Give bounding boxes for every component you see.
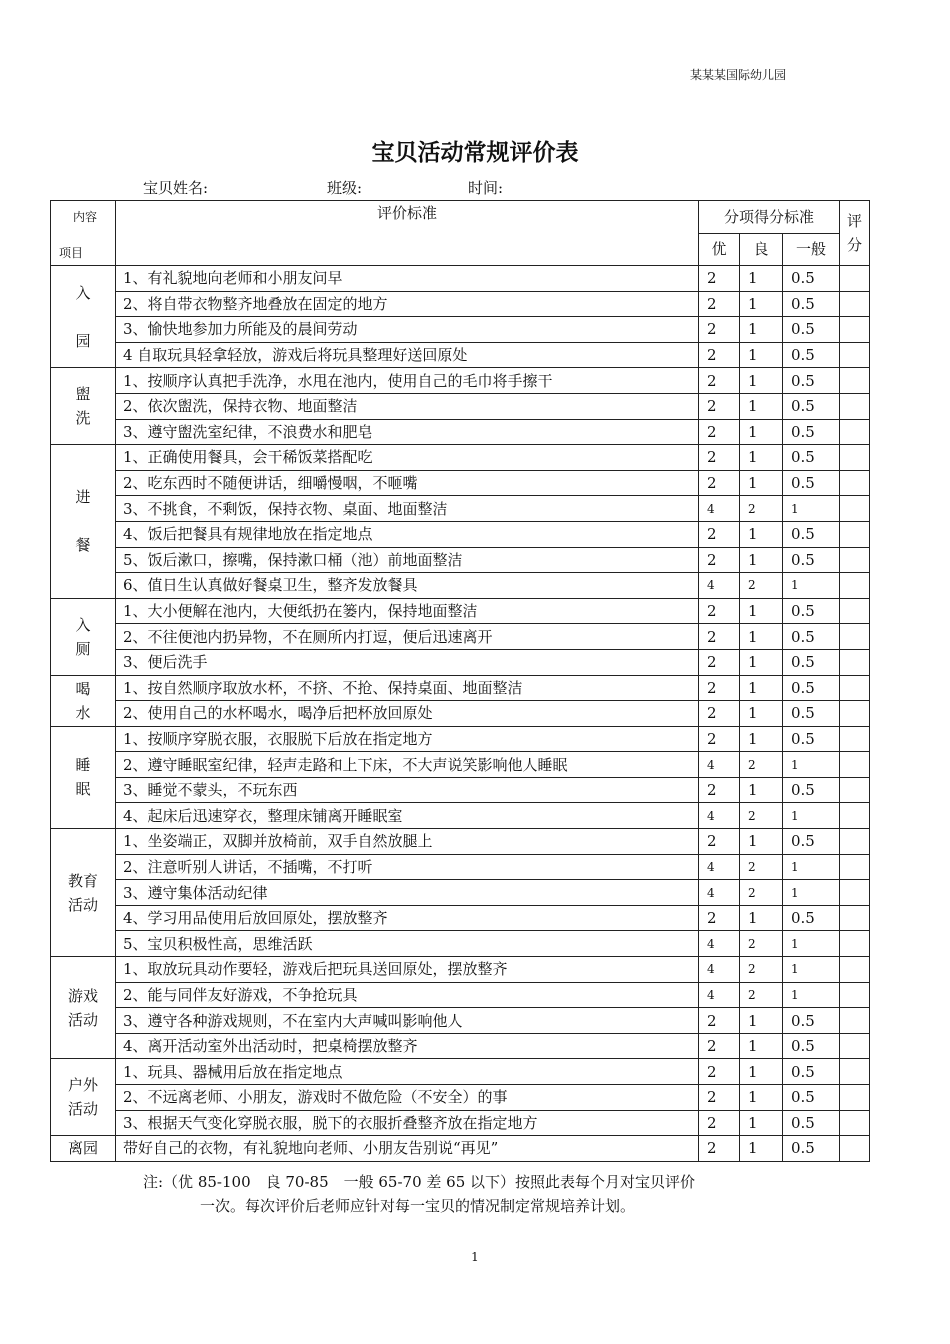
table-row bbox=[51, 521, 870, 547]
score-excellent: 4 bbox=[699, 496, 740, 522]
score-good: 1 bbox=[740, 649, 783, 675]
score-good: 1 bbox=[740, 419, 783, 445]
criterion-text: 1、按顺序认真把手洗净，水甩在池内，使用自己的毛巾将手擦干 bbox=[116, 368, 699, 394]
score-input-cell[interactable] bbox=[840, 880, 870, 906]
score-average: 0.5 bbox=[783, 1008, 840, 1034]
criterion-text: 3、遵守各种游戏规则，不在室内大声喊叫影响他人 bbox=[116, 1008, 699, 1034]
score-average: 0.5 bbox=[783, 266, 840, 292]
table-row bbox=[51, 957, 870, 983]
table-row bbox=[51, 1059, 870, 1085]
score-excellent: 2 bbox=[699, 1110, 740, 1136]
score-average: 0.5 bbox=[783, 675, 840, 701]
criterion-text: 带好自己的衣物，有礼貌地向老师、小朋友告别说“再见” bbox=[116, 1136, 699, 1162]
category-label-line: 入 bbox=[75, 283, 91, 302]
score-average: 0.5 bbox=[783, 368, 840, 394]
score-input-cell[interactable] bbox=[840, 342, 870, 368]
criterion-text: 3、遵守集体活动纪律 bbox=[116, 880, 699, 906]
category-cell bbox=[51, 266, 116, 368]
score-average: 0.5 bbox=[783, 419, 840, 445]
score-average: 0.5 bbox=[783, 445, 840, 471]
criterion-text: 4、起床后迅速穿衣，整理床铺离开睡眠室 bbox=[116, 803, 699, 829]
score-average: 0.5 bbox=[783, 547, 840, 573]
score-average: 0.5 bbox=[783, 726, 840, 752]
score-good: 1 bbox=[740, 470, 783, 496]
criterion-text: 2、不远离老师、小朋友，游戏时不做危险（不安全）的事 bbox=[116, 1085, 699, 1111]
score-good: 1 bbox=[740, 368, 783, 394]
criterion-text: 4、离开活动室外出活动时，把桌椅摆放整齐 bbox=[116, 1033, 699, 1059]
criterion-text: 5、饭后漱口，擦嘴，保持漱口桶（池）前地面整洁 bbox=[116, 547, 699, 573]
score-excellent: 2 bbox=[699, 342, 740, 368]
score-good: 1 bbox=[740, 726, 783, 752]
score-average: 0.5 bbox=[783, 624, 840, 650]
score-average: 0.5 bbox=[783, 1033, 840, 1059]
score-average: 1 bbox=[783, 854, 840, 880]
score-input-cell[interactable] bbox=[840, 393, 870, 419]
criterion-text: 1、按顺序穿脱衣服，衣服脱下后放在指定地方 bbox=[116, 726, 699, 752]
score-excellent: 2 bbox=[699, 393, 740, 419]
score-input-cell[interactable] bbox=[840, 1033, 870, 1059]
criterion-text: 2、注意听别人讲话，不插嘴，不打听 bbox=[116, 854, 699, 880]
category-label-line: 睡 bbox=[75, 756, 91, 775]
score-good: 1 bbox=[740, 521, 783, 547]
table-row bbox=[51, 317, 870, 343]
evaluation-table bbox=[50, 200, 870, 1162]
score-excellent: 2 bbox=[699, 905, 740, 931]
score-good: 2 bbox=[740, 803, 783, 829]
table-row bbox=[51, 393, 870, 419]
corner-top-label: 内容 bbox=[73, 210, 98, 224]
category-cell bbox=[51, 598, 116, 675]
score-input-cell[interactable] bbox=[840, 547, 870, 573]
score-average: 0.5 bbox=[783, 829, 840, 855]
document-title: 宝贝活动常规评价表 bbox=[371, 139, 579, 166]
criterion-text: 2、依次盥洗，保持衣物、地面整洁 bbox=[116, 393, 699, 419]
category-label-line: 户外 bbox=[67, 1076, 98, 1095]
time-label: 时间: bbox=[468, 179, 504, 197]
table-row bbox=[51, 701, 870, 727]
score-good: 2 bbox=[740, 931, 783, 957]
score-header bbox=[840, 201, 870, 266]
score-input-cell[interactable] bbox=[840, 803, 870, 829]
score-good: 2 bbox=[740, 573, 783, 599]
score-average: 0.5 bbox=[783, 649, 840, 675]
score-excellent: 2 bbox=[699, 1059, 740, 1085]
score-good: 1 bbox=[740, 291, 783, 317]
score-excellent: 2 bbox=[699, 726, 740, 752]
category-label-line: 入 bbox=[75, 615, 91, 634]
score-input-cell[interactable] bbox=[840, 624, 870, 650]
score-excellent: 4 bbox=[699, 982, 740, 1008]
score-good: 1 bbox=[740, 624, 783, 650]
criterion-text: 4 自取玩具轻拿轻放，游戏后将玩具整理好送回原处 bbox=[116, 342, 699, 368]
table-row bbox=[51, 777, 870, 803]
score-input-cell[interactable] bbox=[840, 905, 870, 931]
corner-bottom-label: 项目 bbox=[59, 246, 84, 260]
score-average: 0.5 bbox=[783, 470, 840, 496]
score-input-cell[interactable] bbox=[840, 419, 870, 445]
criterion-text: 6、值日生认真做好餐桌卫生，整齐发放餐具 bbox=[116, 573, 699, 599]
score-input-cell[interactable] bbox=[840, 1085, 870, 1111]
score-input-cell[interactable] bbox=[840, 752, 870, 778]
score-input-cell[interactable] bbox=[840, 445, 870, 471]
score-average: 0.5 bbox=[783, 701, 840, 727]
score-good: 1 bbox=[740, 266, 783, 292]
grade-excellent-header: 优 bbox=[699, 233, 740, 266]
table-row bbox=[51, 829, 870, 855]
table-row bbox=[51, 803, 870, 829]
score-excellent: 2 bbox=[699, 1136, 740, 1162]
score-excellent: 4 bbox=[699, 752, 740, 778]
table-row bbox=[51, 649, 870, 675]
table-row bbox=[51, 854, 870, 880]
criterion-text: 1、取放玩具动作要轻，游戏后把玩具送回原处，摆放整齐 bbox=[116, 957, 699, 983]
criterion-text: 1、正确使用餐具，会干稀饭菜搭配吃 bbox=[116, 445, 699, 471]
table-row bbox=[51, 573, 870, 599]
criterion-text: 4、饭后把餐具有规律地放在指定地点 bbox=[116, 521, 699, 547]
score-input-cell[interactable] bbox=[840, 726, 870, 752]
score-good: 1 bbox=[740, 393, 783, 419]
score-input-cell[interactable] bbox=[840, 573, 870, 599]
score-good: 2 bbox=[740, 854, 783, 880]
category-label-line: 活动 bbox=[67, 895, 98, 914]
score-excellent: 2 bbox=[699, 777, 740, 803]
table-row bbox=[51, 752, 870, 778]
criterion-text: 3、根据天气变化穿脱衣服，脱下的衣服折叠整齐放在指定地方 bbox=[116, 1110, 699, 1136]
score-good: 1 bbox=[740, 1136, 783, 1162]
category-cell bbox=[51, 957, 116, 1059]
score-excellent: 2 bbox=[699, 1008, 740, 1034]
table-row bbox=[51, 1136, 870, 1162]
score-excellent: 2 bbox=[699, 419, 740, 445]
score-average: 0.5 bbox=[783, 905, 840, 931]
score-average: 1 bbox=[783, 752, 840, 778]
score-good: 1 bbox=[740, 342, 783, 368]
score-input-cell[interactable] bbox=[840, 317, 870, 343]
category-cell bbox=[51, 1059, 116, 1136]
score-input-cell[interactable] bbox=[840, 829, 870, 855]
grade-good-header: 良 bbox=[740, 233, 783, 266]
criterion-text: 1、有礼貌地向老师和小朋友问早 bbox=[116, 266, 699, 292]
score-good: 1 bbox=[740, 547, 783, 573]
criterion-text: 3、不挑食，不剩饭，保持衣物、桌面、地面整洁 bbox=[116, 496, 699, 522]
score-good: 2 bbox=[740, 496, 783, 522]
score-average: 0.5 bbox=[783, 1136, 840, 1162]
category-cell bbox=[51, 829, 116, 957]
score-excellent: 2 bbox=[699, 598, 740, 624]
score-good: 1 bbox=[740, 598, 783, 624]
score-excellent: 2 bbox=[699, 701, 740, 727]
table-row bbox=[51, 547, 870, 573]
category-label-line: 园 bbox=[75, 331, 91, 350]
score-average: 0.5 bbox=[783, 598, 840, 624]
table-row bbox=[51, 982, 870, 1008]
criterion-text: 3、遵守盥洗室纪律，不浪费水和肥皂 bbox=[116, 419, 699, 445]
score-input-cell[interactable] bbox=[840, 1110, 870, 1136]
table-row bbox=[51, 496, 870, 522]
criterion-text: 2、不往便池内扔异物，不在厕所内打逗，便后迅速离开 bbox=[116, 624, 699, 650]
table-header-row bbox=[51, 201, 870, 234]
score-excellent: 4 bbox=[699, 931, 740, 957]
score-excellent: 2 bbox=[699, 368, 740, 394]
table-row bbox=[51, 291, 870, 317]
score-good: 2 bbox=[740, 880, 783, 906]
category-label-line: 洗 bbox=[75, 409, 91, 428]
criterion-text: 2、能与同伴友好游戏，不争抢玩具 bbox=[116, 982, 699, 1008]
score-average: 1 bbox=[783, 880, 840, 906]
category-label-line: 离园 bbox=[67, 1139, 98, 1158]
score-average: 1 bbox=[783, 931, 840, 957]
score-average: 0.5 bbox=[783, 317, 840, 343]
criterion-text: 4、学习用品使用后放回原处，摆放整齐 bbox=[116, 905, 699, 931]
grade-average-header: 一般 bbox=[783, 233, 840, 266]
criterion-text: 3、睡觉不蒙头，不玩东西 bbox=[116, 777, 699, 803]
score-good: 1 bbox=[740, 1085, 783, 1111]
page-number: 1 bbox=[471, 1250, 479, 1264]
name-label: 宝贝姓名: bbox=[143, 179, 209, 197]
category-label-line bbox=[81, 512, 86, 530]
table-row bbox=[51, 470, 870, 496]
score-excellent: 2 bbox=[699, 317, 740, 343]
score-excellent: 4 bbox=[699, 803, 740, 829]
category-label-line: 游戏 bbox=[67, 986, 98, 1005]
criterion-text: 1、大小便解在池内，大便纸扔在篓内，保持地面整洁 bbox=[116, 598, 699, 624]
score-good: 1 bbox=[740, 675, 783, 701]
score-good: 2 bbox=[740, 957, 783, 983]
criterion-text: 1、玩具、器械用后放在指定地点 bbox=[116, 1059, 699, 1085]
category-cell bbox=[51, 675, 116, 726]
score-input-cell[interactable] bbox=[840, 982, 870, 1008]
criterion-text: 2、将自带衣物整齐地叠放在固定的地方 bbox=[116, 291, 699, 317]
score-group-header: 分项得分标准 bbox=[699, 201, 840, 234]
score-average: 0.5 bbox=[783, 1059, 840, 1085]
score-input-cell[interactable] bbox=[840, 470, 870, 496]
score-input-cell[interactable] bbox=[840, 675, 870, 701]
table-row bbox=[51, 1033, 870, 1059]
score-excellent: 4 bbox=[699, 854, 740, 880]
category-cell bbox=[51, 445, 116, 599]
category-cell bbox=[51, 726, 116, 828]
criterion-text: 2、遵守睡眠室纪律，轻声走路和上下床，不大声说笑影响他人睡眠 bbox=[116, 752, 699, 778]
score-average: 1 bbox=[783, 957, 840, 983]
footnote bbox=[143, 1170, 823, 1218]
score-good: 1 bbox=[740, 1008, 783, 1034]
score-input-cell[interactable] bbox=[840, 957, 870, 983]
score-average: 0.5 bbox=[783, 521, 840, 547]
category-label-line: 眠 bbox=[75, 780, 91, 799]
category-label-line: 教育 bbox=[67, 871, 98, 890]
score-average: 0.5 bbox=[783, 1085, 840, 1111]
category-label-line: 厕 bbox=[75, 639, 91, 658]
category-label-line: 盥 bbox=[75, 385, 91, 404]
score-average: 1 bbox=[783, 573, 840, 599]
score-input-cell[interactable] bbox=[840, 701, 870, 727]
score-good: 1 bbox=[740, 1110, 783, 1136]
score-excellent: 4 bbox=[699, 957, 740, 983]
score-input-cell[interactable] bbox=[840, 1136, 870, 1162]
category-cell bbox=[51, 368, 116, 445]
table-row bbox=[51, 1110, 870, 1136]
organization-name: 某某某国际幼儿园 bbox=[690, 68, 787, 82]
score-average: 0.5 bbox=[783, 291, 840, 317]
table-row bbox=[51, 419, 870, 445]
score-average: 1 bbox=[783, 803, 840, 829]
score-input-cell[interactable] bbox=[840, 1059, 870, 1085]
table-row bbox=[51, 368, 870, 394]
score-average: 0.5 bbox=[783, 393, 840, 419]
category-label-line: 活动 bbox=[67, 1010, 98, 1029]
corner-header bbox=[51, 201, 116, 266]
score-good: 1 bbox=[740, 701, 783, 727]
score-excellent: 2 bbox=[699, 649, 740, 675]
score-excellent: 2 bbox=[699, 266, 740, 292]
score-good: 1 bbox=[740, 1033, 783, 1059]
criteria-header: 评价标准 bbox=[116, 201, 699, 266]
score-input-cell[interactable] bbox=[840, 598, 870, 624]
criterion-text: 5、宝贝积极性高，思维活跃 bbox=[116, 931, 699, 957]
table-row bbox=[51, 266, 870, 292]
score-excellent: 2 bbox=[699, 675, 740, 701]
score-good: 1 bbox=[740, 317, 783, 343]
score-input-cell[interactable] bbox=[840, 1008, 870, 1034]
score-input-cell[interactable] bbox=[840, 777, 870, 803]
class-label: 班级: bbox=[327, 179, 363, 197]
score-excellent: 2 bbox=[699, 624, 740, 650]
category-cell bbox=[51, 1136, 116, 1162]
score-excellent: 2 bbox=[699, 445, 740, 471]
table-row bbox=[51, 880, 870, 906]
category-label-line: 进 bbox=[75, 488, 91, 507]
score-input-cell[interactable] bbox=[840, 496, 870, 522]
category-label-line: 水 bbox=[75, 703, 91, 722]
score-good: 1 bbox=[740, 445, 783, 471]
table-row bbox=[51, 624, 870, 650]
score-average: 1 bbox=[783, 496, 840, 522]
table-row bbox=[51, 931, 870, 957]
score-good: 1 bbox=[740, 829, 783, 855]
score-excellent: 2 bbox=[699, 829, 740, 855]
table-row bbox=[51, 598, 870, 624]
criterion-text: 3、便后洗手 bbox=[116, 649, 699, 675]
score-average: 0.5 bbox=[783, 777, 840, 803]
score-input-cell[interactable] bbox=[840, 521, 870, 547]
table-row bbox=[51, 445, 870, 471]
score-average: 1 bbox=[783, 982, 840, 1008]
score-input-cell[interactable] bbox=[840, 931, 870, 957]
score-input-cell[interactable] bbox=[840, 266, 870, 292]
score-input-cell[interactable] bbox=[840, 854, 870, 880]
score-excellent: 2 bbox=[699, 1033, 740, 1059]
score-excellent: 2 bbox=[699, 521, 740, 547]
score-good: 2 bbox=[740, 752, 783, 778]
score-average: 0.5 bbox=[783, 1110, 840, 1136]
table-row bbox=[51, 905, 870, 931]
criterion-text: 1、按自然顺序取放水杯，不挤、不抢、保持桌面、地面整洁 bbox=[116, 675, 699, 701]
criterion-text: 3、愉快地参加力所能及的晨间劳动 bbox=[116, 317, 699, 343]
table-row bbox=[51, 726, 870, 752]
score-excellent: 2 bbox=[699, 547, 740, 573]
table-row bbox=[51, 1085, 870, 1111]
score-average: 0.5 bbox=[783, 342, 840, 368]
score-good: 1 bbox=[740, 777, 783, 803]
score-good: 2 bbox=[740, 982, 783, 1008]
score-excellent: 2 bbox=[699, 470, 740, 496]
score-excellent: 2 bbox=[699, 1085, 740, 1111]
score-good: 1 bbox=[740, 1059, 783, 1085]
score-header-top: 评 bbox=[847, 212, 863, 230]
score-input-cell[interactable] bbox=[840, 368, 870, 394]
footnote-line-2: 一次。每次评价后老师应针对每一宝贝的情况制定常规培养计划。 bbox=[200, 1197, 636, 1215]
score-excellent: 2 bbox=[699, 291, 740, 317]
criterion-text: 1、坐姿端正，双脚并放椅前，双手自然放腿上 bbox=[116, 829, 699, 855]
table-row bbox=[51, 1008, 870, 1034]
score-input-cell[interactable] bbox=[840, 649, 870, 675]
criterion-text: 2、使用自己的水杯喝水，喝净后把杯放回原处 bbox=[116, 701, 699, 727]
footnote-line-1: 注:（优 85-100 良 70-85 一般 65-70 差 65 以下）按照此表每个月对宝贝评价 bbox=[143, 1173, 696, 1191]
category-label-line: 活动 bbox=[67, 1100, 98, 1119]
table-row bbox=[51, 342, 870, 368]
score-header-bottom: 分 bbox=[847, 236, 863, 254]
category-label-line: 餐 bbox=[75, 536, 91, 555]
table-row bbox=[51, 675, 870, 701]
score-excellent: 4 bbox=[699, 573, 740, 599]
criterion-text: 2、吃东西时不随便讲话，细嚼慢咽，不咂嘴 bbox=[116, 470, 699, 496]
score-excellent: 4 bbox=[699, 880, 740, 906]
score-input-cell[interactable] bbox=[840, 291, 870, 317]
score-good: 1 bbox=[740, 905, 783, 931]
category-label-line: 喝 bbox=[75, 679, 91, 698]
category-label-line bbox=[81, 308, 86, 326]
